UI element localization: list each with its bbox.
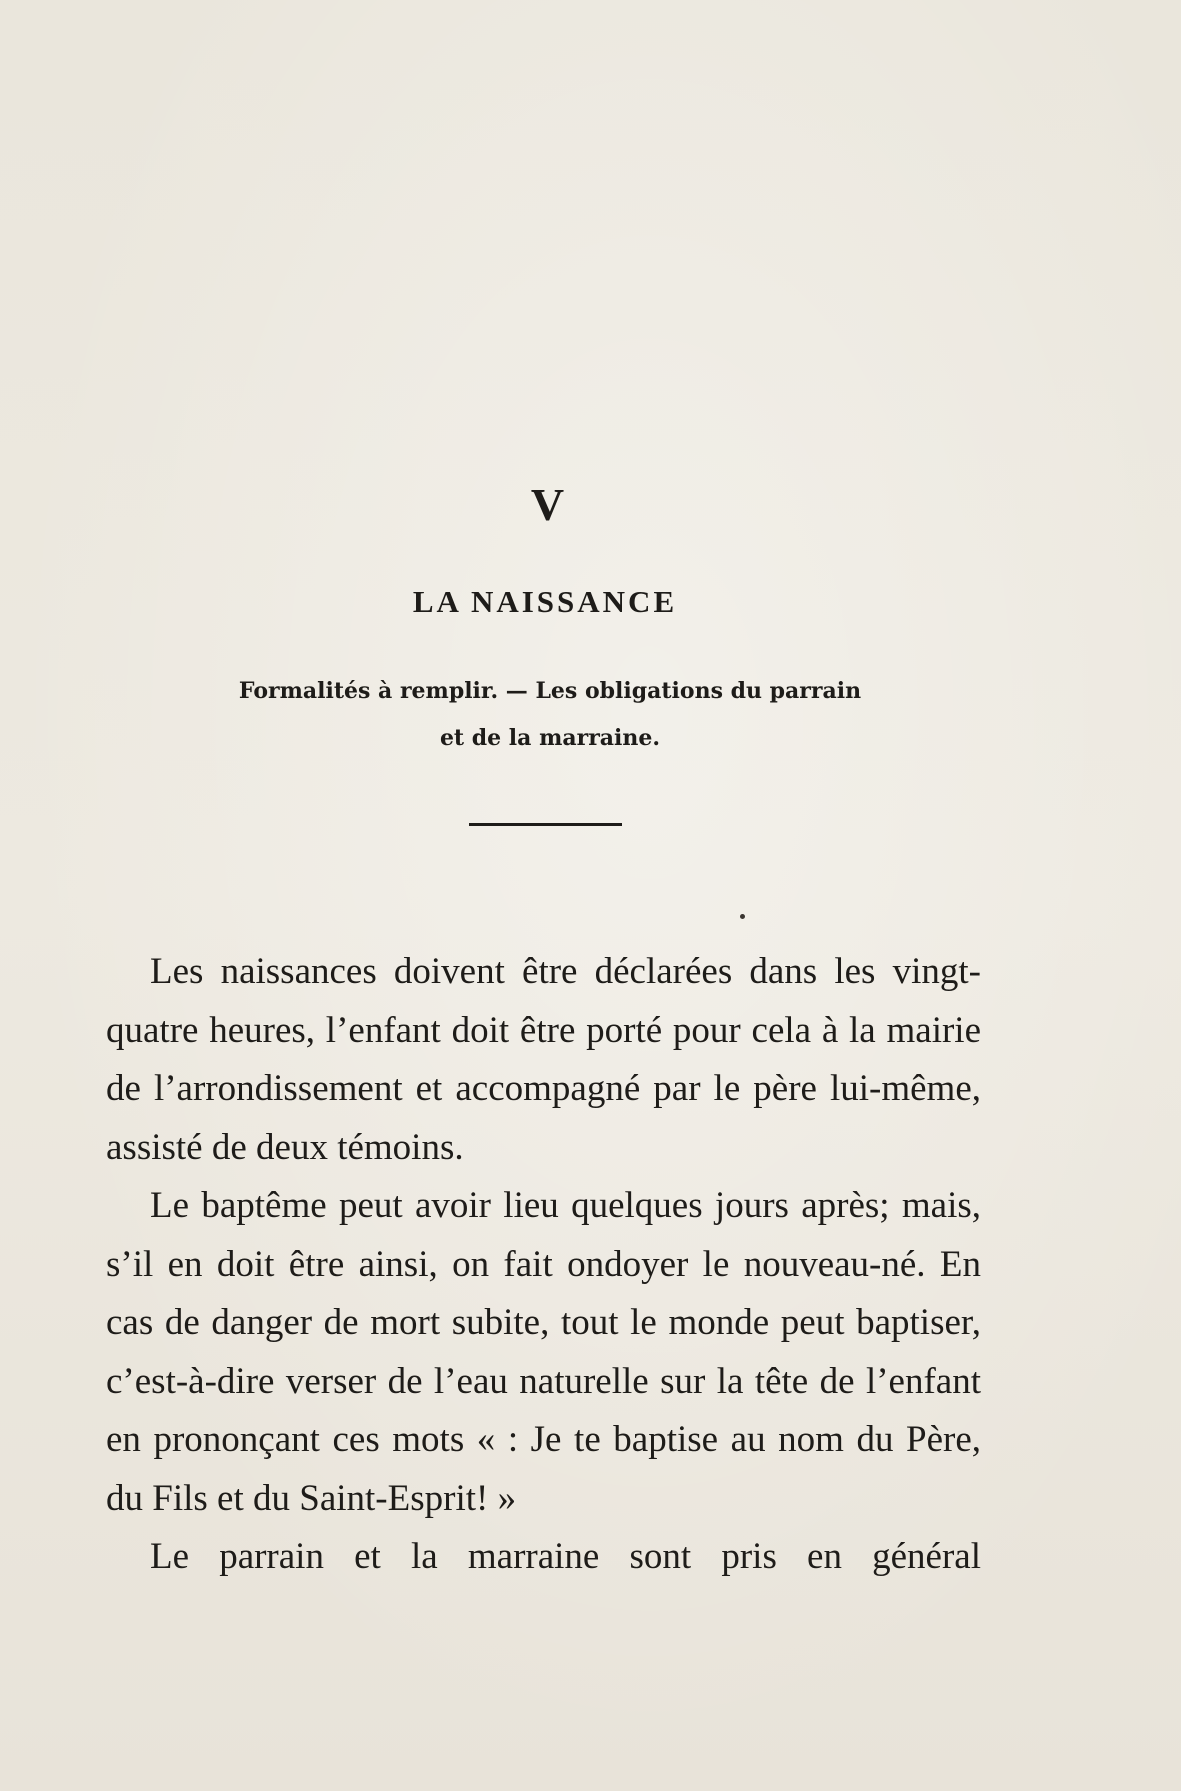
chapter-subtitle-line-1: Formalités à remplir. — Les obligations du parrain — [238, 678, 862, 704]
chapter-subtitle-line-2: et de la marraine. — [439, 725, 661, 751]
paragraph: Le baptême peut avoir lieu quelques jours après; mais, s’il en doit être ainsi, on fait ondoyer le nouveau-né. En cas de danger de mort subite, tout le monde peut baptiser, c’est-à-dire verser de l’eau naturelle sur la tête de l’enfant en prononçant ces mots « : Je te baptise au nom du Père, du Fils et du Saint-Esprit! » — [106, 1185, 981, 1519]
chapter-subtitle — [170, 668, 930, 762]
chapter-title: LA NAISSANCE — [412, 584, 678, 619]
body-text — [106, 943, 981, 1587]
ink-speck — [740, 914, 745, 919]
chapter-number: V — [530, 479, 566, 530]
paragraph: Les naissances doivent être déclarées dans les vingt-quatre heures, l’enfant doit être porté pour cela à la mairie de l’arrondissement et accompagné par le père lui-même, assisté de deux témoins. — [106, 951, 981, 1168]
paragraph: Le parrain et la marraine sont pris en général — [150, 1536, 981, 1577]
section-divider — [469, 823, 622, 826]
